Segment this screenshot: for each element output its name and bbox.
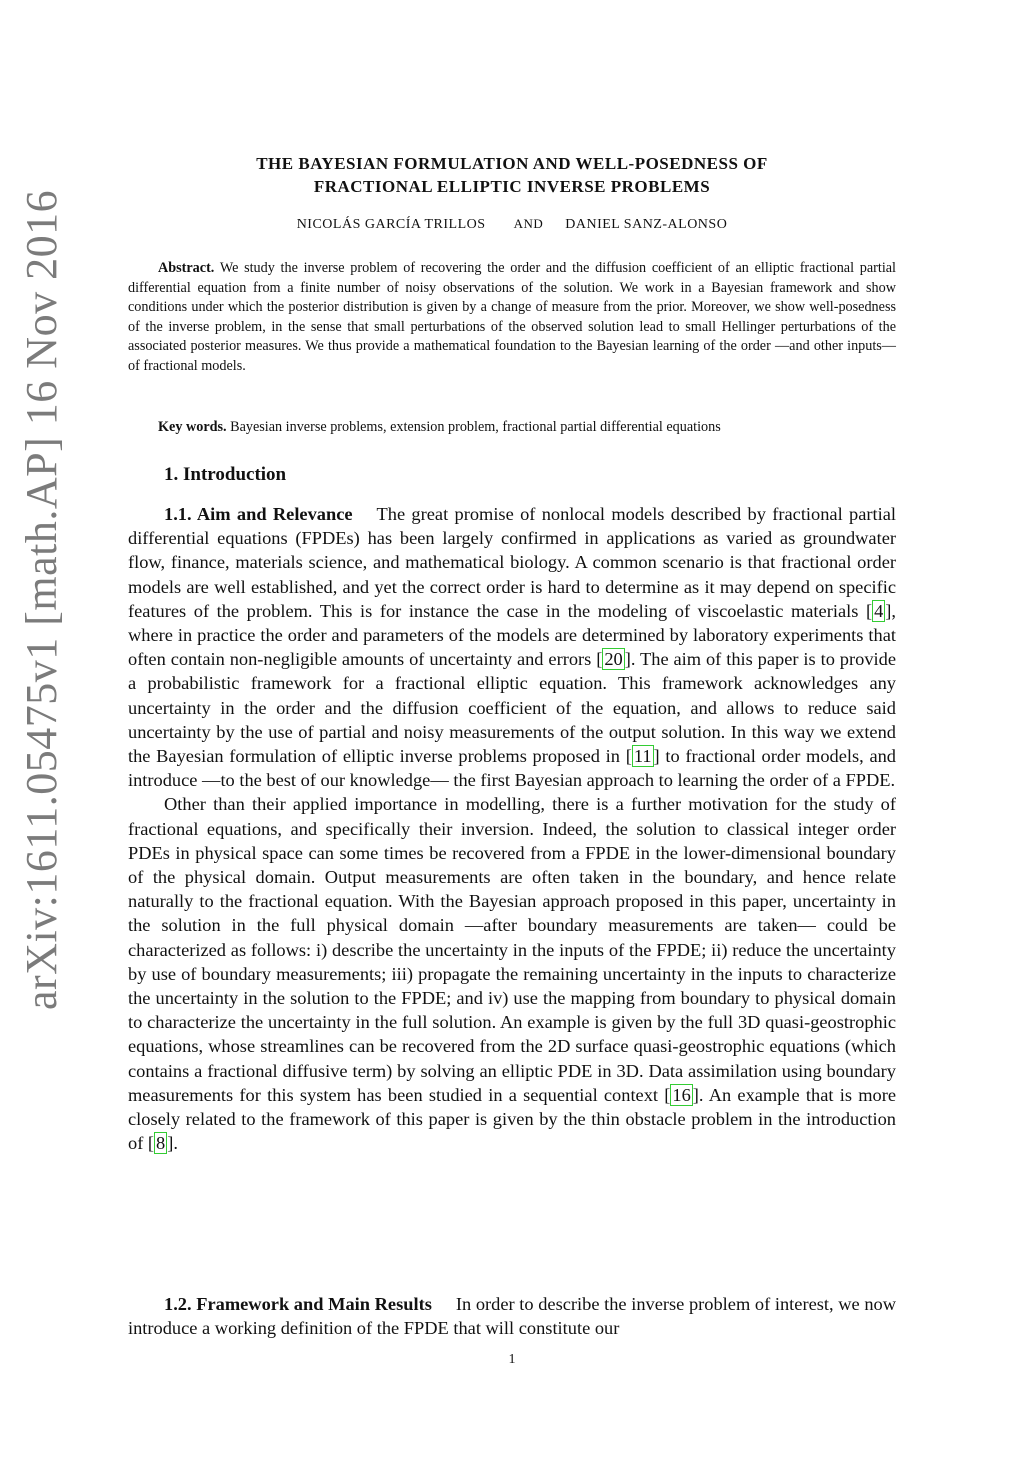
paragraph-text: . [173,1133,178,1154]
abstract [128,259,896,377]
citation-link[interactable]: 16 [672,1084,691,1105]
author-1: NICOLÁS GARCÍA TRILLOS [296,217,486,232]
paragraph-text: , where in practice the order and parameters of the models are determined by laboratory experiments that often contain non-negligible amounts of uncertainty and errors [128,600,896,670]
citation-link[interactable]: 11 [633,746,652,767]
keywords-text: Bayesian inverse problems, extension problem, fractional partial differential equations [230,419,721,435]
page-number: 1 [508,1352,516,1367]
subsection-framework-results [128,1292,896,1340]
paragraph: 1.1. Aim and Relevance The great promise of nonlocal models described by fractional partial differential equations (FPDEs) has been largely confirmed in applications as varied as groundwater flow, finance, materials science, and mathematical biology. A common scenario is that fractional order models are well established, and yet the correct order is hard to determine as it may depend on specific features of the problem. This is for instance the case in the modeling of viscoelastic materials [ 4 ], where in practice the order and parameters of the models are determined by laboratory experiments that often contain non-negligible amounts of uncertainty and errors [ 20 ]. The aim of this paper is to provide a probabilistic framework for a fractional elliptic equation. This framework acknowledges any uncertainty in the order and the diffusion coefficient of the equation, and allows to reduce said uncertainty by the use of partial and noisy measurements of the output solution. In this way we extend the Bayesian formulation of elliptic inverse problems proposed in [ 11 ] to fractional order models, and introduce —to the best of our knowledge— the first Bayesian approach to learning the order of a FPDE. [128,504,897,791]
author-conjunction: AND [513,216,544,231]
paragraph-text: In order to describe the inverse problem of interest, we now introduce a working definition of the FPDE that will constitute our [128,1294,896,1339]
paragraph-text: Other than their applied importance in modelling, there is a further motivation for the study of fractional equations, and specifically their inversion. Indeed, the solution to classical integer order PDEs in physical space can some times be recovered from a FPDE in the lower-dimensional boundary of the physical domain. Output measurements are often taken in the boundary, and hence relate naturally to the fractional equation. With the Bayesian approach proposed in this paper, uncertainty in the solution in the full physical domain —after boundary measurements are taken— could be characterized as follows: i) describe the uncertainty in the inputs of the FPDE; ii) reduce the uncertainty by use of boundary measurements; iii) propagate the remaining uncertainty in the inputs to characterize the uncertainty in the solution to the FPDE; and iv) use the mapping from boundary to physical domain to characterize the uncertainty in the full solution. An example is given by the full 3D quasi-geostrophic equations, whose streamlines can be recovered from the 2D surface quasi-geostrophic equations (which contains a fractional diffusive term) by solving an elliptic PDE in 3D. Data assimilation using boundary measurements for this system has been studied in a sequential context [128,794,896,1105]
citation-link[interactable]: 4 [874,600,884,621]
paper-title [128,152,896,198]
arxiv-identifier: arXiv:1611.05475v1 [math.AP] 16 Nov 2016 [17,189,66,1010]
citation-link[interactable]: 8 [156,1133,166,1154]
abstract-text: We study the inverse problem of recovering the order and the diffusion coefficient of an elliptic fractional partial differential equation from a finite number of noisy observations of the solution. We work in a Bayesian framework and show conditions under which the posterior distribution is given by a change of measure from the prior. Moreover, we show well-posedness of the inverse problem, in the sense that small perturbations of the observed solution lead to small Hellinger perturbations of the associated posterior measures. We thus provide a mathematical foundation to the Bayesian learning of the order —and other inputs— of fractional models. [128,260,896,374]
citation-link[interactable]: 20 [604,649,623,670]
paragraph: Other than their applied importance in modelling, there is a further motivation for the study of fractional equations, and specifically their inversion. Indeed, the solution to classical integer order PDEs in physical space can some times be recovered from a FPDE in the lower-dimensional boundary of the physical domain. Output measurements are often taken in the boundary, and hence relate naturally to the fractional equation. With the Bayesian approach proposed in this paper, uncertainty in the solution in the full physical domain —after boundary measurements are taken— could be characterized as follows: i) describe the uncertainty in the inputs of the FPDE; ii) reduce the uncertainty by use of boundary measurements; iii) propagate the remaining uncertainty in the inputs to characterize the uncertainty in the solution to the FPDE; and iv) use the mapping from boundary to physical domain to characterize the uncertainty in the full solution. An example is given by the full 3D quasi-geostrophic equations, whose streamlines can be recovered from the 2D surface quasi-geostrophic equations (which contains a fractional diffusive term) by solving an elliptic PDE in 3D. Data assimilation using boundary measurements for this system has been studied in a sequential context [ 16 ]. An example that is more closely related to the framework of this paper is given by the thin obstacle problem in the introduction of [ 8 ]. [128,794,896,1154]
subsection-aim-relevance [128,502,896,1155]
paragraph-text: . An example that is more closely related to the framework of this paper is given by the thin obstacle problem in the introduction of [128,1084,896,1154]
keywords-label: Key words. [158,419,227,435]
title-line-2: FRACTIONAL ELLIPTIC INVERSE PROBLEMS [313,177,711,196]
paragraph-text: . The aim of this paper is to provide a probabilistic framework for a fractional elliptic equation. This framework acknowledges any uncertainty in the order and the diffusion coefficient of the equation, and allows to reduce said uncertainty by the use of partial and noisy measurements of the output solution. In this way we extend the Bayesian formulation of elliptic inverse problems proposed in [128,649,896,767]
title-line-1: THE BAYESIAN FORMULATION AND WELL-POSEDNESS OF [256,154,768,173]
paragraph [128,1292,896,1340]
subsection-heading: 1.2. Framework and Main Results [164,1294,432,1314]
paragraph-text: to fractional order models, and introduce —to the best of our knowledge— the first Bayesian approach to learning the order of a FPDE. [128,746,897,791]
abstract-label: Abstract. [158,260,215,276]
subsection-heading: 1.1. Aim and Relevance [164,504,353,524]
section-heading-introduction: 1. Introduction [164,464,287,485]
paragraph-text: The great promise of nonlocal models described by fractional partial differential equations (FPDEs) has been largely confirmed in applications as varied as groundwater flow, finance, materials science, and mathematical biology. A common scenario is that fractional order models are well established, and yet the correct order is hard to determine as it may depend on specific features of the problem. This is for instance the case in the modeling of viscoelastic materials [128,504,896,621]
keywords [128,417,896,437]
author-list [128,216,896,233]
author-2: DANIEL SANZ-ALONSO [565,217,728,232]
